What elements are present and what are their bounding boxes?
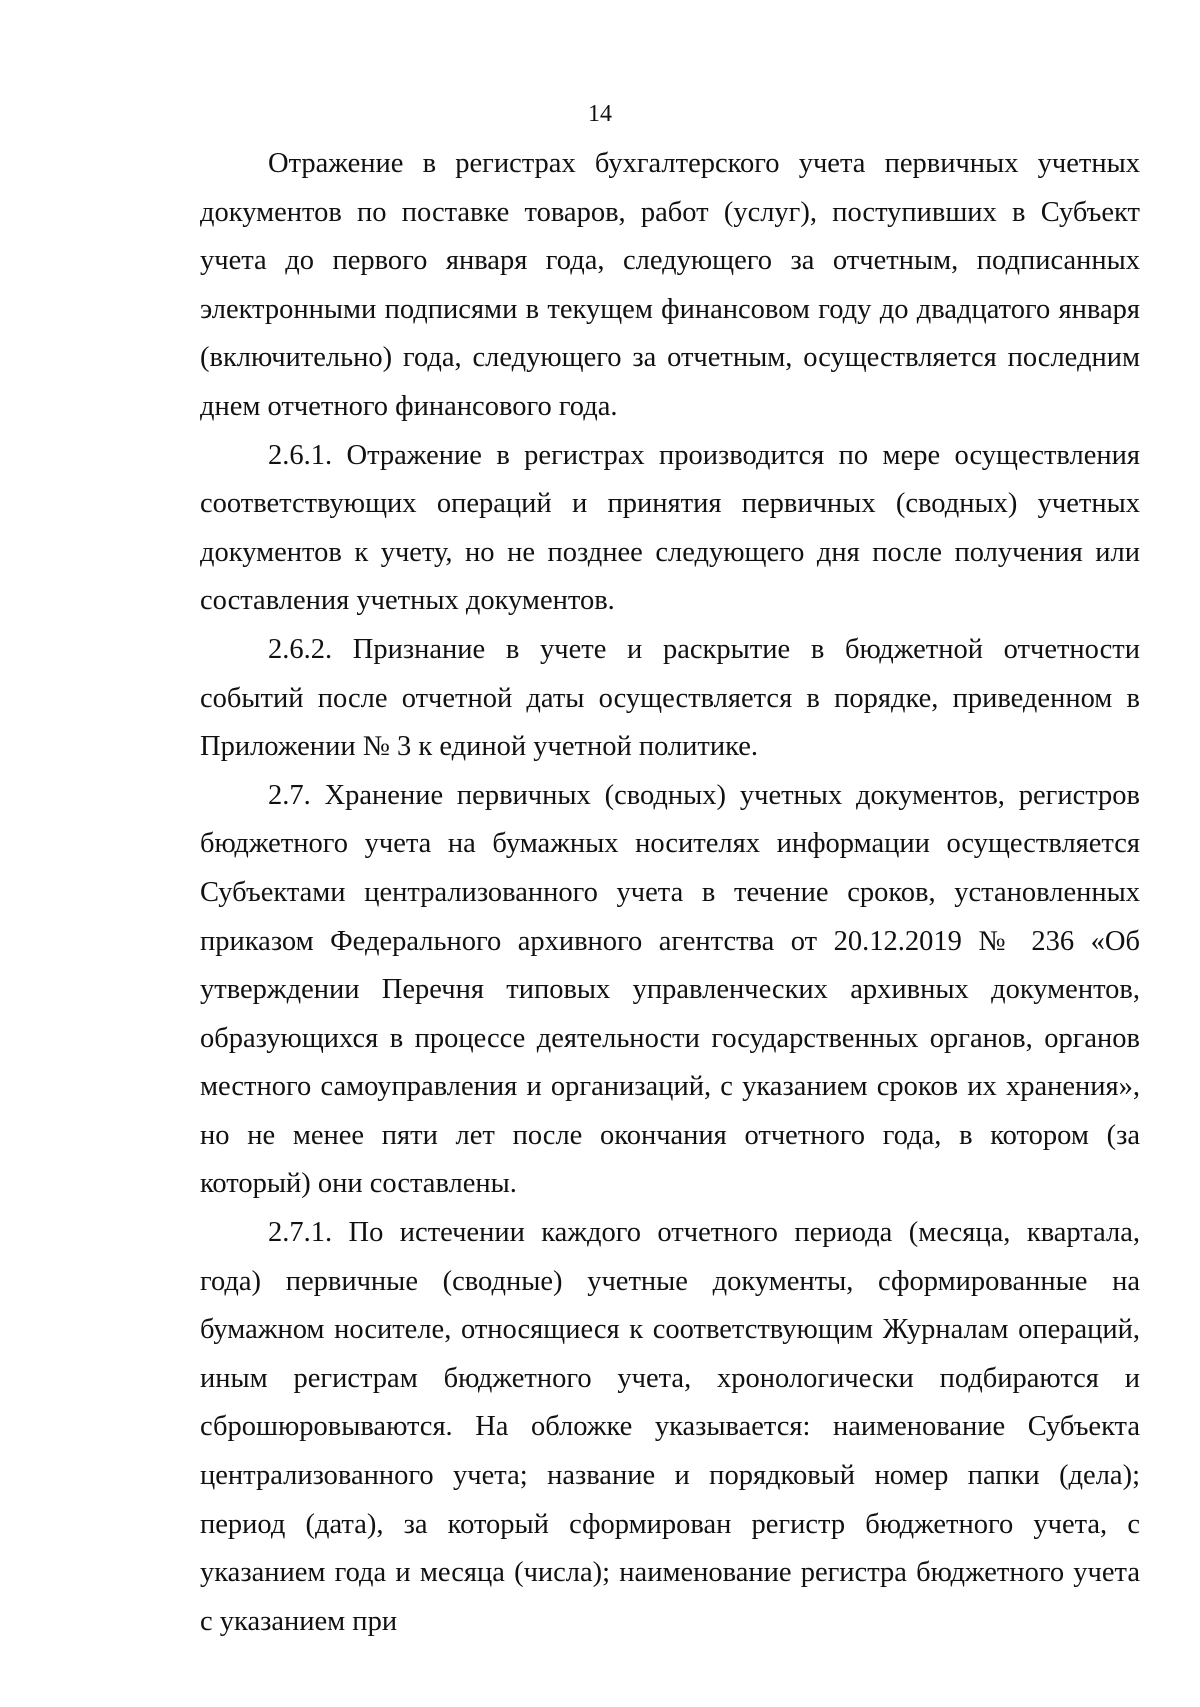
paragraph-2-7-1: 2.7.1. По истечении каждого отчетного периода (месяца, квартала, года) первичные (сводные) учетные документы, сформированные на бумажном носителе, относящиеся к соответствующим Журналам операций, иным регистрам бюджетного учета, хронологически подбираются и сброшюровываются. На обложке указывается: наименование Субъекта централизованного учета; название и порядковый номер папки (дела); период (дата), за который сформирован регистр бюджетного учета, с указанием года и месяца (числа); наименование регистра бюджетного учета с указанием при — [200, 1217, 1140, 1637]
document-body — [200, 140, 1140, 1646]
paragraph-intro: Отражение в регистрах бухгалтерского учета первичных учетных документов по поставке товаров, работ (услуг), поступивших в Субъект учета до первого января года, следующего за отчетным, подписанных электронными подписями в текущем финансовом году до двадцатого января (включительно) года, следующего за отчетным, осуществляется последним днем отчетного финансового года. — [200, 148, 1140, 422]
paragraph-2-7: 2.7. Хранение первичных (сводных) учетных документов, регистров бюджетного учета на бумажных носителях информации осуществляется Субъектами централизованного учета в течение сроков, установленных приказом Федерального архивного агентства от 20.12.2019 № 236 «Об утверждении Перечня типовых управленческих архивных документов, образующихся в процессе деятельности государственных органов, органов местного самоуправления и организаций, с указанием сроков их хранения», но не менее пяти лет после окончания отчетного года, в котором (за который) они составлены. — [200, 779, 1140, 1200]
page-number: 14 — [588, 101, 612, 127]
paragraph-2-6-2: 2.6.2. Признание в учете и раскрытие в бюджетной отчетности событий после отчетной даты осуществляется в порядке, приведенном в Приложении № 3 к единой учетной политике. — [200, 633, 1140, 763]
paragraph-2-6-1: 2.6.1. Отражение в регистрах производится по мере осуществления соответствующих операций и принятия первичных (сводных) учетных документов к учету, но не позднее следующего дня после получения или составления учетных документов. — [200, 439, 1140, 617]
